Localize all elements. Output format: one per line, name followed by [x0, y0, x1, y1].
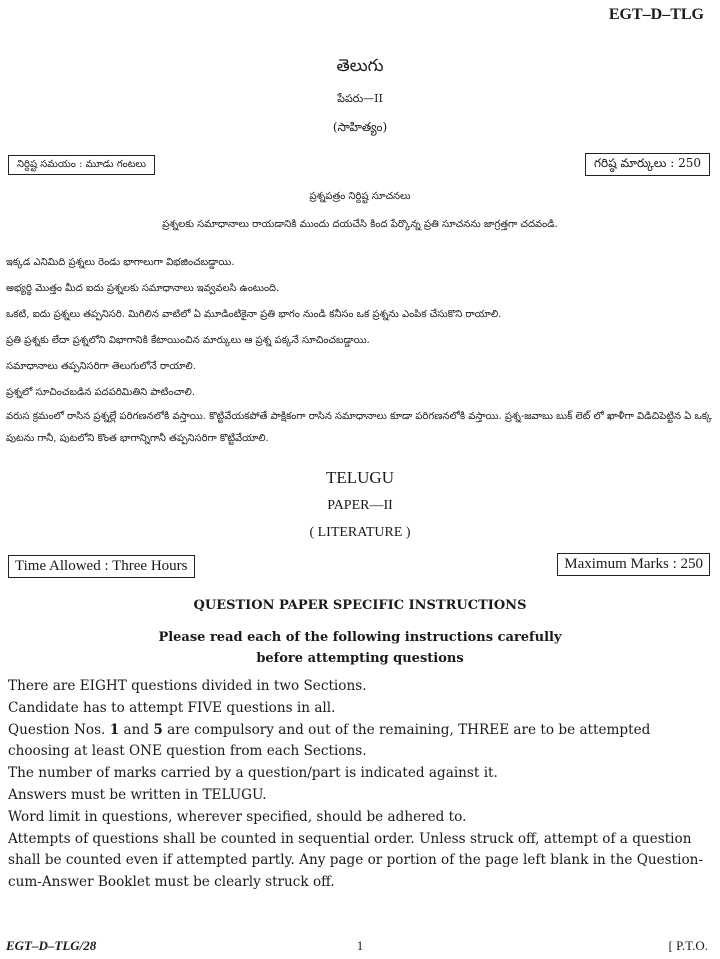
instruction-text: Question Nos.: [8, 721, 110, 738]
telugu-time-allowed-box: నిర్దిష్ట సమయం : మూడు గంటలు: [8, 155, 155, 175]
english-paper: PAPER—II: [327, 498, 393, 513]
telugu-instruction: ప్రతి ప్రశ్నకు లేదా ప్రశ్నలోని విభాగానికి కేటాయించిన మార్కులు ఆ ప్రశ్న పక్కనే సూచించబడ్డాయి.: [6, 335, 370, 346]
english-instruction: Answers must be written in TELUGU.: [8, 786, 267, 803]
telugu-instructions-list: [6, 250, 712, 450]
english-title: TELUGU: [326, 468, 394, 487]
english-instruction: There are EIGHT questions divided in two Sections.: [8, 678, 367, 694]
telugu-max-marks-box: గరిష్ఠ మార్కులు : 250: [585, 153, 710, 176]
english-instructions-heading: QUESTION PAPER SPECIFIC INSTRUCTIONS: [193, 598, 527, 613]
instruction-text: are compulsory and out of the remaining, THREE are to be attempted choosing at least ONE question from each Sections.: [8, 721, 651, 760]
english-instructions-list: [8, 676, 714, 894]
question-number: 1: [109, 721, 120, 738]
question-number: 5: [153, 721, 163, 738]
paper-code: EGT–D–TLG: [608, 6, 704, 23]
telugu-instruction: అభ్యర్థి మొత్తం మీద ఐదు ప్రశ్నలకు సమాధానాలు ఇవ్వవలసి ఉంటుంది.: [6, 283, 280, 294]
telugu-subtitle: (సాహిత్యం): [332, 120, 388, 134]
telugu-instruction: ఇక్కడ ఎనిమిది ప్రశ్నలు రెండు భాగాలుగా విభజించబడ్డాయి.: [6, 257, 235, 268]
instruction-text: and: [119, 721, 154, 738]
telugu-instruction: ఒకటి, ఐదు ప్రశ్నలు తప్పనిసరి. మిగిలిన వాటిలో ఏ మూడింటికైనా ప్రతి భాగం నుండి కనీసం ఒక ప్రశ్నను ఎంపిక చేసుకొని రాయాలి.: [6, 309, 502, 320]
english-instruction: Attempts of questions shall be counted in sequential order. Unless struck off, attempt of a question shall be counted even if attempted partly. Any page or portion of the page left blank in the Question-cum-Answer Booklet must be clearly struck off.: [8, 830, 703, 891]
english-instruction: Candidate has to attempt FIVE questions in all.: [8, 699, 336, 716]
telugu-instruction: ప్రశ్నలో సూచించబడిన పదపరిమితిని పాటించాలి.: [6, 387, 196, 398]
footer-paper-code: EGT–D–TLG/28: [6, 938, 97, 953]
telugu-instructions-subheading: ప్రశ్నలకు సమాధానాలు రాయడానికి ముందు దయచేసి కింద పేర్కొన్న ప్రతి సూచనను జాగ్రత్తగా చదవండి.: [162, 219, 558, 230]
english-instruction: [8, 720, 714, 764]
telugu-instruction: సమాధానాలు తప్పనిసరిగా తెలుగులోనే రాయాలి.: [6, 361, 196, 372]
english-instruction: The number of marks carried by a question/part is indicated against it.: [8, 765, 498, 782]
subheading-line: before attempting questions: [256, 651, 464, 666]
telugu-title: తెలుగు: [336, 56, 384, 76]
english-instructions-subheading: [0, 627, 720, 669]
english-instruction: Word limit in questions, wherever specified, should be adhered to.: [8, 808, 467, 825]
english-subtitle: ( LITERATURE ): [309, 525, 411, 540]
subheading-line: Please read each of the following instructions carefully: [158, 630, 562, 645]
english-time-allowed-box: Time Allowed : Three Hours: [8, 555, 195, 578]
english-max-marks-box: Maximum Marks : 250: [557, 553, 710, 576]
telugu-instruction: వరుస క్రమంలో రాసిన ప్రశ్నల్లే పరిగణనలోకి వస్తాయి. కొట్టివేయకపోతే పాక్షికంగా రాసిన సమాధానాలు కూడా పరిగణనలోకి వస్తాయి. ప్రశ్న-జవాబు బుక్ లెట్ లో ఖాళీగా విడిచిపెట్టిన ఏ ఒక్క పుటను గానీ, పుటలోని కొంత భాగాన్నిగానీ తప్పనిసరిగా కొట్టివేయాలి.: [6, 411, 712, 444]
footer-page-number: 1: [356, 938, 364, 953]
telugu-instructions-heading: ప్రశ్నపత్రం నిర్దిష్ట సూచనలు: [309, 191, 411, 202]
telugu-paper: పేపరు—II: [337, 92, 383, 105]
footer-pto: [ P.T.O.: [668, 938, 708, 953]
